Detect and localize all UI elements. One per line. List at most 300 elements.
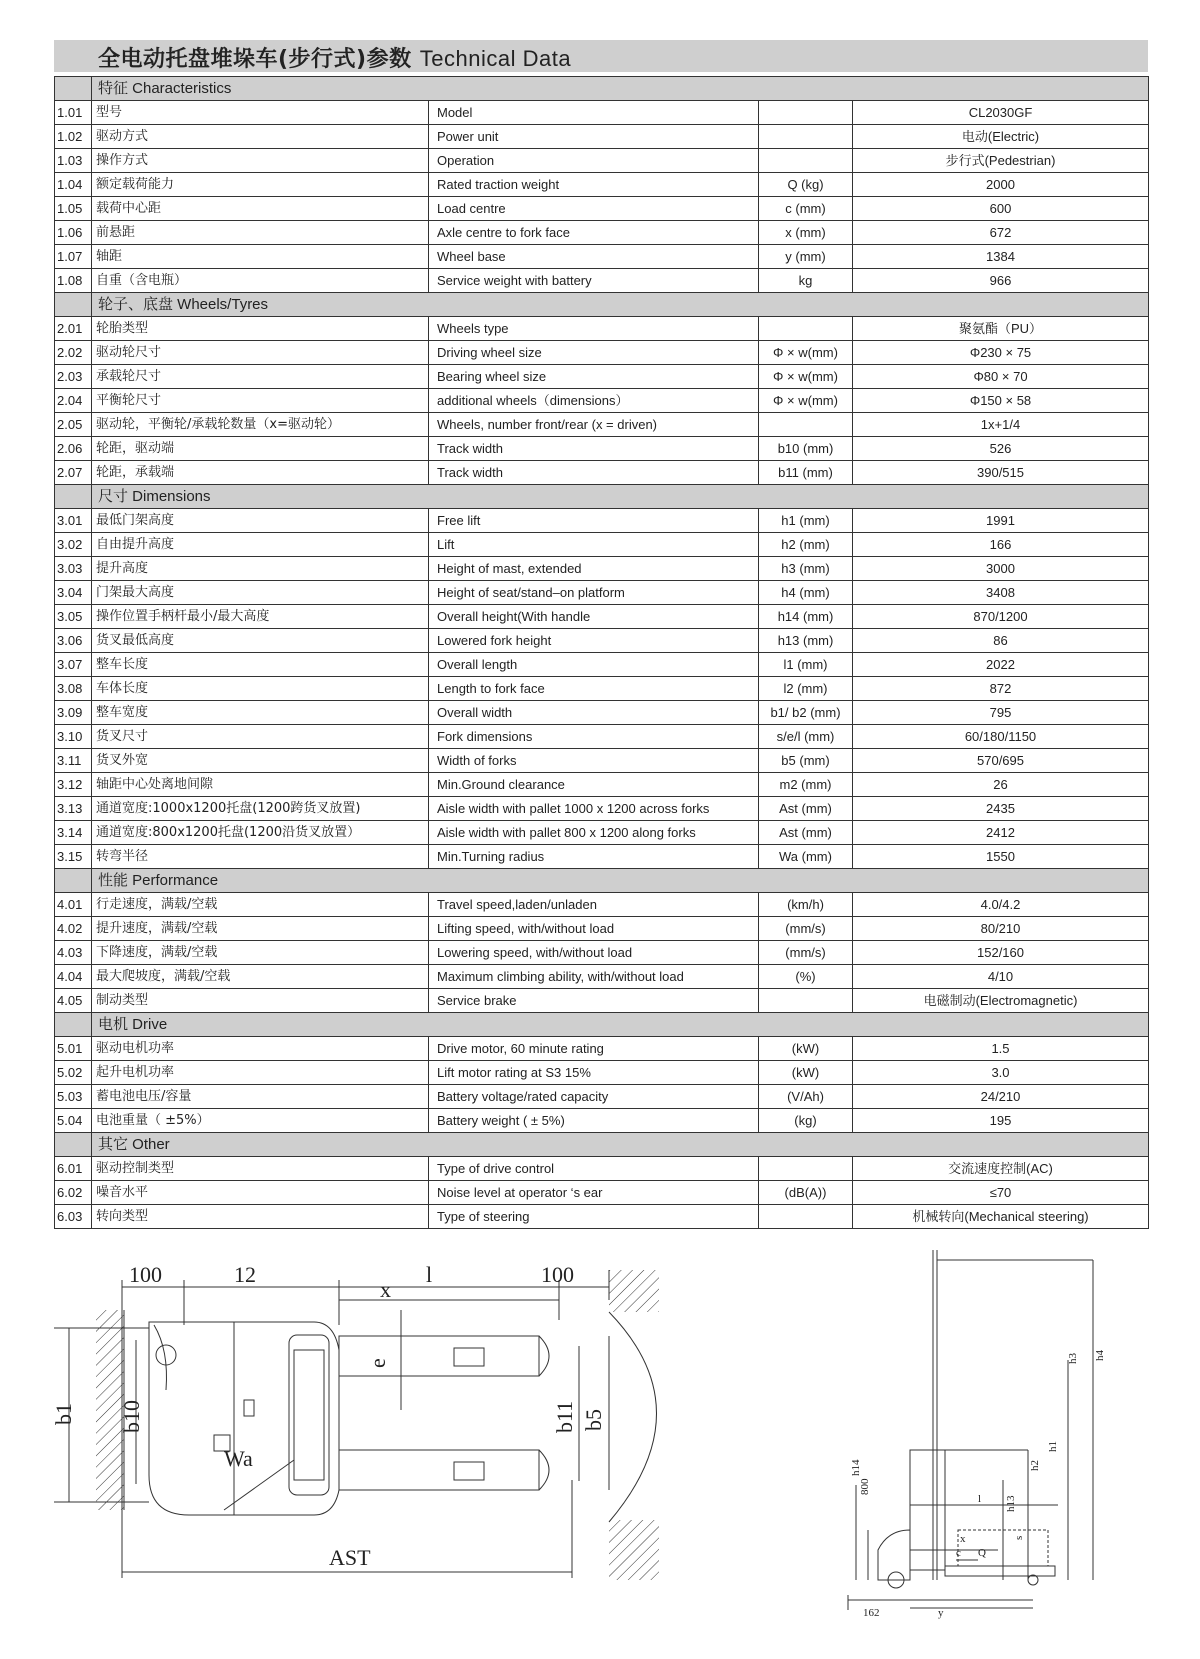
row-value: 步行式(Pedestrian) xyxy=(853,149,1149,173)
page-title xyxy=(98,42,571,73)
row-label-zh: 通道宽度:1000x1200托盘(1200跨货叉放置) xyxy=(92,797,429,821)
table-row xyxy=(55,893,1149,917)
row-unit: Φ × w(mm) xyxy=(759,365,853,389)
table-row xyxy=(55,437,1149,461)
row-label-en: Service brake xyxy=(429,989,759,1013)
row-label-en: Lifting speed, with/without load xyxy=(429,917,759,941)
row-label-zh: 制动类型 xyxy=(92,989,429,1013)
row-label-en: Type of steering xyxy=(429,1205,759,1229)
row-value: 聚氨酯（PU） xyxy=(853,317,1149,341)
row-label-zh: 额定载荷能力 xyxy=(92,173,429,197)
row-value: 2022 xyxy=(853,653,1149,677)
row-label-zh: 轴距 xyxy=(92,245,429,269)
row-value: 570/695 xyxy=(853,749,1149,773)
row-label-en: Travel speed,laden/unladen xyxy=(429,893,759,917)
top-view-drawing xyxy=(51,1260,714,1650)
row-unit: l2 (mm) xyxy=(759,677,853,701)
row-unit: (km/h) xyxy=(759,893,853,917)
row-label-en: Height of mast, extended xyxy=(429,557,759,581)
section-header xyxy=(55,869,1149,893)
row-unit: (mm/s) xyxy=(759,941,853,965)
row-label-zh: 最低门架高度 xyxy=(92,509,429,533)
row-unit xyxy=(759,1205,853,1229)
row-label-en: Free lift xyxy=(429,509,759,533)
row-value: 60/180/1150 xyxy=(853,725,1149,749)
dim-b5: b5 xyxy=(581,1409,606,1431)
row-label-en: Height of seat/stand–on platform xyxy=(429,581,759,605)
row-label-zh: 操作方式 xyxy=(92,149,429,173)
table-row xyxy=(55,749,1149,773)
row-unit: Ast (mm) xyxy=(759,797,853,821)
row-number: 3.14 xyxy=(55,821,92,845)
row-label-zh: 蓄电池电压/容量 xyxy=(92,1085,429,1109)
row-number: 3.02 xyxy=(55,533,92,557)
table-row xyxy=(55,461,1149,485)
row-number: 3.08 xyxy=(55,677,92,701)
row-value: 795 xyxy=(853,701,1149,725)
row-label-en: Power unit xyxy=(429,125,759,149)
row-label-en: Aisle width with pallet 800 x 1200 along forks xyxy=(429,821,759,845)
section-title: 电机 Drive xyxy=(92,1013,1149,1037)
row-label-zh: 轮距，驱动端 xyxy=(92,437,429,461)
row-value: 3408 xyxy=(853,581,1149,605)
row-value: 1550 xyxy=(853,845,1149,869)
row-label-zh: 承载轮尺寸 xyxy=(92,365,429,389)
row-unit: s/e/l (mm) xyxy=(759,725,853,749)
table-row xyxy=(55,149,1149,173)
wall-right-top xyxy=(609,1270,659,1312)
row-number: 3.07 xyxy=(55,653,92,677)
row-value: Φ150 × 58 xyxy=(853,389,1149,413)
row-unit: (%) xyxy=(759,965,853,989)
row-number: 5.04 xyxy=(55,1109,92,1133)
table-row xyxy=(55,1037,1149,1061)
row-label-zh: 最大爬坡度，满载/空载 xyxy=(92,965,429,989)
row-number: 6.02 xyxy=(55,1181,92,1205)
row-unit: kg xyxy=(759,269,853,293)
row-value: 1991 xyxy=(853,509,1149,533)
row-value: ≤70 xyxy=(853,1181,1149,1205)
dim-b1: b1 xyxy=(51,1403,76,1425)
row-number: 1.02 xyxy=(55,125,92,149)
table-row xyxy=(55,101,1149,125)
row-label-en: Overall length xyxy=(429,653,759,677)
row-label-zh: 驱动轮，平衡轮/承载轮数量（x=驱动轮） xyxy=(92,413,429,437)
row-label-zh: 驱动控制类型 xyxy=(92,1157,429,1181)
side-fork xyxy=(945,1566,1055,1576)
row-label-en: Width of forks xyxy=(429,749,759,773)
row-value: 872 xyxy=(853,677,1149,701)
row-label-en: Overall width xyxy=(429,701,759,725)
table-row xyxy=(55,653,1149,677)
row-unit xyxy=(759,1157,853,1181)
row-value: 80/210 xyxy=(853,917,1149,941)
row-value: 机械转向(Mechanical steering) xyxy=(853,1205,1149,1229)
row-number: 2.05 xyxy=(55,413,92,437)
side-view-drawing xyxy=(848,1250,1138,1640)
row-label-zh: 轮胎类型 xyxy=(92,317,429,341)
dim-AST: AST xyxy=(329,1545,371,1570)
row-label-en: Noise level at operator ‘s ear xyxy=(429,1181,759,1205)
row-number: 3.10 xyxy=(55,725,92,749)
row-label-en: Length to fork face xyxy=(429,677,759,701)
row-value: 24/210 xyxy=(853,1085,1149,1109)
table-row xyxy=(55,245,1149,269)
row-number: 2.03 xyxy=(55,365,92,389)
row-value: 2435 xyxy=(853,797,1149,821)
row-number: 5.02 xyxy=(55,1061,92,1085)
table-row xyxy=(55,1061,1149,1085)
row-value: 交流速度控制(AC) xyxy=(853,1157,1149,1181)
row-unit: (kW) xyxy=(759,1061,853,1085)
row-number: 1.08 xyxy=(55,269,92,293)
row-unit xyxy=(759,317,853,341)
row-number: 2.02 xyxy=(55,341,92,365)
row-label-en: Track width xyxy=(429,437,759,461)
row-unit: y (mm) xyxy=(759,245,853,269)
row-label-en: Rated traction weight xyxy=(429,173,759,197)
row-value: 672 xyxy=(853,221,1149,245)
table-row xyxy=(55,221,1149,245)
row-value: 3000 xyxy=(853,557,1149,581)
row-unit: x (mm) xyxy=(759,221,853,245)
side-h2: h2 xyxy=(1029,1460,1041,1471)
spec-table xyxy=(54,76,1149,1229)
row-number: 4.03 xyxy=(55,941,92,965)
table-row xyxy=(55,605,1149,629)
row-value: 86 xyxy=(853,629,1149,653)
row-label-zh: 起升电机功率 xyxy=(92,1061,429,1085)
row-label-en: Driving wheel size xyxy=(429,341,759,365)
table-row xyxy=(55,533,1149,557)
row-number: 3.03 xyxy=(55,557,92,581)
row-number: 3.11 xyxy=(55,749,92,773)
table-row xyxy=(55,269,1149,293)
table-row xyxy=(55,701,1149,725)
row-label-en: Min.Ground clearance xyxy=(429,773,759,797)
table-row xyxy=(55,1157,1149,1181)
row-unit: b10 (mm) xyxy=(759,437,853,461)
row-label-en: Axle centre to fork face xyxy=(429,221,759,245)
row-number: 3.06 xyxy=(55,629,92,653)
row-value: 2000 xyxy=(853,173,1149,197)
table-row xyxy=(55,821,1149,845)
row-label-en: Min.Turning radius xyxy=(429,845,759,869)
row-label-zh: 货叉尺寸 xyxy=(92,725,429,749)
row-unit xyxy=(759,413,853,437)
row-unit: Φ × w(mm) xyxy=(759,389,853,413)
table-row xyxy=(55,989,1149,1013)
side-h13: h13 xyxy=(1005,1495,1017,1512)
row-number: 3.15 xyxy=(55,845,92,869)
row-label-en: Lift xyxy=(429,533,759,557)
row-value: 195 xyxy=(853,1109,1149,1133)
row-unit: (dB(A)) xyxy=(759,1181,853,1205)
table-row xyxy=(55,725,1149,749)
row-label-en: Service weight with battery xyxy=(429,269,759,293)
row-label-en: Wheel base xyxy=(429,245,759,269)
row-label-zh: 噪音水平 xyxy=(92,1181,429,1205)
row-unit: b5 (mm) xyxy=(759,749,853,773)
row-label-en: Battery voltage/rated capacity xyxy=(429,1085,759,1109)
table-row xyxy=(55,413,1149,437)
row-number: 3.04 xyxy=(55,581,92,605)
row-label-en: Type of drive control xyxy=(429,1157,759,1181)
section-title: 轮子、底盘 Wheels/Tyres xyxy=(92,293,1149,317)
row-value: 26 xyxy=(853,773,1149,797)
section-title: 性能 Performance xyxy=(92,869,1149,893)
section-blank-cell xyxy=(55,293,92,317)
row-unit: l1 (mm) xyxy=(759,653,853,677)
section-header xyxy=(55,293,1149,317)
row-value: 166 xyxy=(853,533,1149,557)
row-number: 6.03 xyxy=(55,1205,92,1229)
side-162: 162 xyxy=(863,1607,880,1619)
row-unit: (kg) xyxy=(759,1109,853,1133)
side-h1: h1 xyxy=(1047,1441,1059,1452)
row-label-en: Maximum climbing ability, with/without load xyxy=(429,965,759,989)
side-h4: h4 xyxy=(1094,1350,1106,1361)
row-number: 3.01 xyxy=(55,509,92,533)
row-label-en: Fork dimensions xyxy=(429,725,759,749)
row-value: 2412 xyxy=(853,821,1149,845)
row-label-zh: 车体长度 xyxy=(92,677,429,701)
row-label-zh: 行走速度，满载/空载 xyxy=(92,893,429,917)
table-row xyxy=(55,1109,1149,1133)
row-unit: b11 (mm) xyxy=(759,461,853,485)
row-value: 1x+1/4 xyxy=(853,413,1149,437)
table-row xyxy=(55,965,1149,989)
row-label-zh: 驱动轮尺寸 xyxy=(92,341,429,365)
row-number: 2.04 xyxy=(55,389,92,413)
side-l: l xyxy=(978,1493,982,1505)
side-800: 800 xyxy=(859,1478,871,1495)
row-value: 4.0/4.2 xyxy=(853,893,1149,917)
section-blank-cell xyxy=(55,1133,92,1157)
row-value: Φ230 × 75 xyxy=(853,341,1149,365)
section-blank-cell xyxy=(55,869,92,893)
row-number: 4.04 xyxy=(55,965,92,989)
row-label-zh: 轮距，承载端 xyxy=(92,461,429,485)
row-value: 电动(Electric) xyxy=(853,125,1149,149)
title-zh: 全电动托盘堆垛车(步行式)参数 xyxy=(98,47,412,72)
row-value: 966 xyxy=(853,269,1149,293)
section-title: 尺寸 Dimensions xyxy=(92,485,1149,509)
row-number: 1.07 xyxy=(55,245,92,269)
row-value: 526 xyxy=(853,437,1149,461)
table-row xyxy=(55,1205,1149,1229)
fork-lower xyxy=(339,1450,539,1490)
section-header xyxy=(55,485,1149,509)
row-unit: h4 (mm) xyxy=(759,581,853,605)
row-label-zh: 整车长度 xyxy=(92,653,429,677)
row-label-en: Drive motor, 60 minute rating xyxy=(429,1037,759,1061)
row-label-en: Operation xyxy=(429,149,759,173)
row-unit: Φ × w(mm) xyxy=(759,341,853,365)
title-en: Technical Data xyxy=(419,46,572,71)
row-value: 390/515 xyxy=(853,461,1149,485)
row-number: 2.07 xyxy=(55,461,92,485)
table-row xyxy=(55,197,1149,221)
table-row xyxy=(55,389,1149,413)
row-unit: h2 (mm) xyxy=(759,533,853,557)
row-label-zh: 货叉最低高度 xyxy=(92,629,429,653)
side-x: x xyxy=(960,1533,966,1545)
section-blank-cell xyxy=(55,77,92,101)
row-number: 1.04 xyxy=(55,173,92,197)
table-row xyxy=(55,845,1149,869)
row-number: 1.05 xyxy=(55,197,92,221)
dim-100-right: 100 xyxy=(541,1262,574,1287)
table-row xyxy=(55,941,1149,965)
section-header xyxy=(55,1013,1149,1037)
row-unit: m2 (mm) xyxy=(759,773,853,797)
table-row xyxy=(55,797,1149,821)
table-row xyxy=(55,917,1149,941)
table-row xyxy=(55,557,1149,581)
row-number: 2.01 xyxy=(55,317,92,341)
title-bar xyxy=(54,40,1148,72)
side-h14: h14 xyxy=(850,1459,862,1476)
table-row xyxy=(55,125,1149,149)
row-unit xyxy=(759,125,853,149)
row-label-zh: 自由提升高度 xyxy=(92,533,429,557)
section-header xyxy=(55,77,1149,101)
row-unit: Ast (mm) xyxy=(759,821,853,845)
fork-upper xyxy=(339,1336,539,1376)
row-unit: h14 (mm) xyxy=(759,605,853,629)
dim-e: e xyxy=(365,1358,390,1368)
row-unit: h3 (mm) xyxy=(759,557,853,581)
side-s: s xyxy=(1013,1535,1025,1540)
row-label-en: Overall height(With handle xyxy=(429,605,759,629)
table-row xyxy=(55,509,1149,533)
dim-12: 12 xyxy=(234,1262,256,1287)
row-label-zh: 门架最大高度 xyxy=(92,581,429,605)
row-label-en: Lowering speed, with/without load xyxy=(429,941,759,965)
dim-x: x xyxy=(380,1277,391,1302)
row-label-en: Wheels, number front/rear (x = driven) xyxy=(429,413,759,437)
table-row xyxy=(55,773,1149,797)
row-label-en: Bearing wheel size xyxy=(429,365,759,389)
row-label-zh: 自重（含电瓶） xyxy=(92,269,429,293)
row-label-zh: 提升高度 xyxy=(92,557,429,581)
row-unit: c (mm) xyxy=(759,197,853,221)
dim-Wa: Wa xyxy=(224,1446,253,1471)
table-row xyxy=(55,317,1149,341)
row-unit xyxy=(759,149,853,173)
table-row xyxy=(55,341,1149,365)
row-label-zh: 轴距中心处离地间隙 xyxy=(92,773,429,797)
dim-b11: b11 xyxy=(552,1400,577,1433)
row-unit xyxy=(759,101,853,125)
row-number: 4.02 xyxy=(55,917,92,941)
table-row xyxy=(55,581,1149,605)
turning-arc xyxy=(609,1312,657,1522)
row-number: 4.05 xyxy=(55,989,92,1013)
row-unit: h1 (mm) xyxy=(759,509,853,533)
row-number: 1.06 xyxy=(55,221,92,245)
row-label-en: Lowered fork height xyxy=(429,629,759,653)
row-label-en: Load centre xyxy=(429,197,759,221)
row-value: 电磁制动(Electromagnetic) xyxy=(853,989,1149,1013)
section-blank-cell xyxy=(55,485,92,509)
wall-right-bottom xyxy=(609,1520,659,1580)
row-label-zh: 载荷中心距 xyxy=(92,197,429,221)
row-unit: Q (kg) xyxy=(759,173,853,197)
row-value: 1.5 xyxy=(853,1037,1149,1061)
row-label-zh: 电池重量（ ±5%） xyxy=(92,1109,429,1133)
table-row xyxy=(55,173,1149,197)
row-label-zh: 操作位置手柄杆最小/最大高度 xyxy=(92,605,429,629)
dim-100-left: 100 xyxy=(129,1262,162,1287)
section-title: 其它 Other xyxy=(92,1133,1149,1157)
table-row xyxy=(55,677,1149,701)
row-label-zh: 转向类型 xyxy=(92,1205,429,1229)
row-label-zh: 货叉外宽 xyxy=(92,749,429,773)
row-number: 5.01 xyxy=(55,1037,92,1061)
row-label-en: Battery weight ( ± 5%) xyxy=(429,1109,759,1133)
row-number: 1.01 xyxy=(55,101,92,125)
section-title: 特征 Characteristics xyxy=(92,77,1149,101)
row-label-zh: 整车宽度 xyxy=(92,701,429,725)
table-row xyxy=(55,1181,1149,1205)
row-label-zh: 驱动方式 xyxy=(92,125,429,149)
row-unit: (V/Ah) xyxy=(759,1085,853,1109)
row-label-zh: 平衡轮尺寸 xyxy=(92,389,429,413)
table-row xyxy=(55,1085,1149,1109)
dim-b10: b10 xyxy=(119,1400,144,1433)
row-label-en: Model xyxy=(429,101,759,125)
row-unit: (kW) xyxy=(759,1037,853,1061)
row-value: 152/160 xyxy=(853,941,1149,965)
side-y: y xyxy=(938,1607,944,1619)
row-label-zh: 转弯半径 xyxy=(92,845,429,869)
row-value: 870/1200 xyxy=(853,605,1149,629)
row-label-en: additional wheels（dimensions） xyxy=(429,389,759,413)
table-row xyxy=(55,629,1149,653)
row-label-zh: 驱动电机功率 xyxy=(92,1037,429,1061)
row-number: 2.06 xyxy=(55,437,92,461)
row-value: 1384 xyxy=(853,245,1149,269)
row-number: 6.01 xyxy=(55,1157,92,1181)
row-number: 5.03 xyxy=(55,1085,92,1109)
row-unit xyxy=(759,989,853,1013)
row-unit: b1/ b2 (mm) xyxy=(759,701,853,725)
row-value: 3.0 xyxy=(853,1061,1149,1085)
row-label-zh: 下降速度，满载/空载 xyxy=(92,941,429,965)
row-number: 4.01 xyxy=(55,893,92,917)
section-blank-cell xyxy=(55,1013,92,1037)
row-value: CL2030GF xyxy=(853,101,1149,125)
row-unit: h13 (mm) xyxy=(759,629,853,653)
row-label-en: Wheels type xyxy=(429,317,759,341)
section-header xyxy=(55,1133,1149,1157)
row-label-zh: 型号 xyxy=(92,101,429,125)
row-number: 3.05 xyxy=(55,605,92,629)
row-number: 1.03 xyxy=(55,149,92,173)
side-h3: h3 xyxy=(1067,1353,1079,1364)
row-label-en: Aisle width with pallet 1000 x 1200 across forks xyxy=(429,797,759,821)
row-label-zh: 通道宽度:800x1200托盘(1200沿货叉放置） xyxy=(92,821,429,845)
row-label-zh: 提升速度，满载/空载 xyxy=(92,917,429,941)
side-Q: Q xyxy=(978,1547,986,1559)
row-label-zh: 前悬距 xyxy=(92,221,429,245)
row-value: Φ80 × 70 xyxy=(853,365,1149,389)
row-label-en: Lift motor rating at S3 15% xyxy=(429,1061,759,1085)
row-unit: (mm/s) xyxy=(759,917,853,941)
row-number: 3.09 xyxy=(55,701,92,725)
